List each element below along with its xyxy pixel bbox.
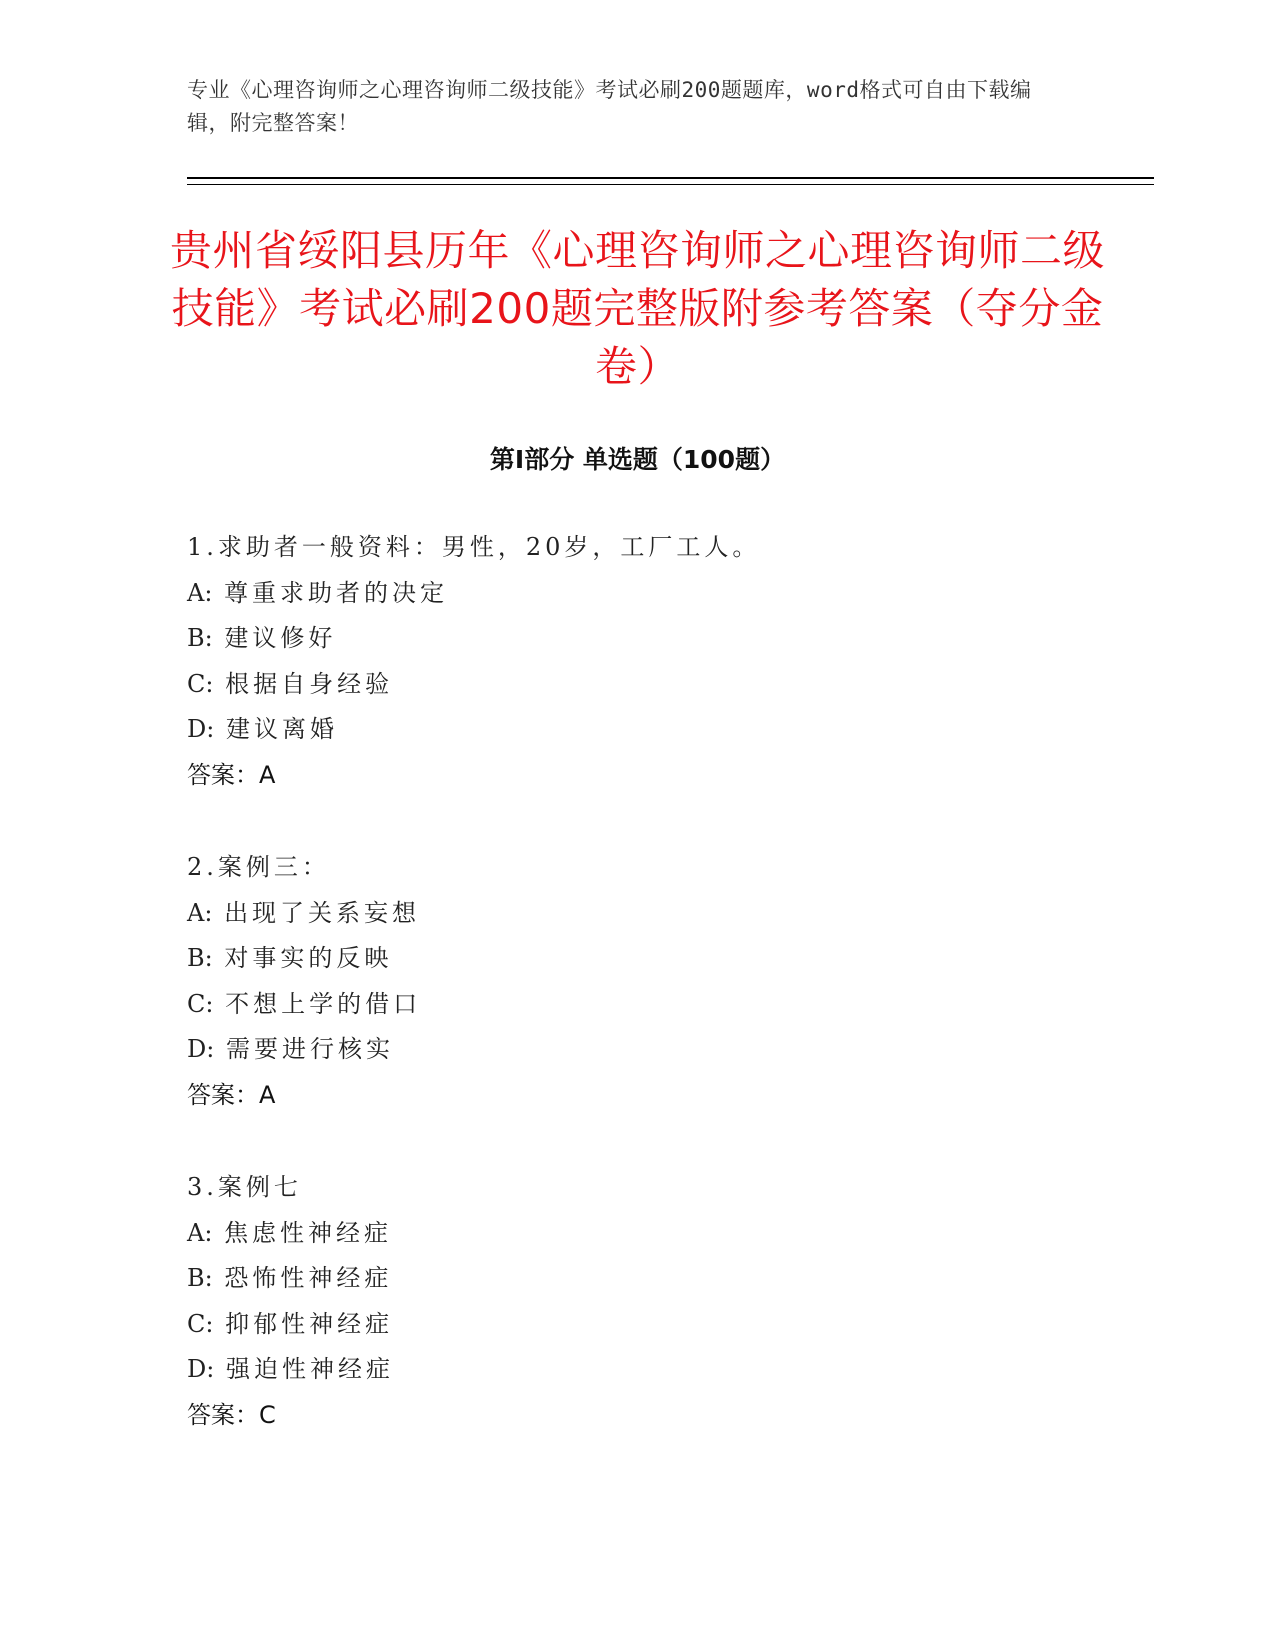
option-letter: B: bbox=[187, 1264, 213, 1292]
option-letter: C: bbox=[187, 989, 214, 1018]
option-text: 建议离婚 bbox=[225, 715, 338, 743]
option-letter: B: bbox=[187, 624, 213, 652]
header-note: 专业《心理咨询师之心理咨询师二级技能》考试必刷200题题库，word格式可自由下载编辑，附完整答案！ bbox=[187, 78, 1032, 135]
option-text: 根据自身经验 bbox=[225, 669, 394, 698]
option-c bbox=[187, 982, 1087, 1028]
option-text: 焦虑性神经症 bbox=[224, 1218, 393, 1247]
option-b bbox=[187, 1256, 1087, 1302]
question-stem: 3.案例七 bbox=[187, 1173, 302, 1201]
option-b bbox=[187, 616, 1087, 662]
question-stem: 1.求助者一般资料：男性，20岁，工厂工人。 bbox=[187, 533, 761, 561]
option-letter: C: bbox=[187, 1309, 214, 1338]
question-list bbox=[187, 525, 1087, 1485]
option-text: 尊重求助者的决定 bbox=[224, 578, 449, 607]
question-2 bbox=[187, 845, 1087, 1118]
answer: 答案：C bbox=[187, 1400, 276, 1429]
option-letter: D: bbox=[187, 1355, 215, 1383]
option-text: 恐怖性神经症 bbox=[224, 1264, 393, 1292]
question-1 bbox=[187, 525, 1087, 798]
option-letter: B: bbox=[187, 944, 213, 972]
document-title: 贵州省绥阳县历年《心理咨询师之心理咨询师二级技能》考试必刷200题完整版附参考答案（夺分金卷） bbox=[169, 226, 1105, 391]
option-c bbox=[187, 662, 1087, 708]
option-letter: A: bbox=[187, 1218, 213, 1247]
option-d bbox=[187, 1027, 1087, 1073]
option-a bbox=[187, 1211, 1087, 1257]
option-text: 抑郁性神经症 bbox=[225, 1309, 394, 1338]
option-letter: C: bbox=[187, 669, 214, 698]
option-a bbox=[187, 571, 1087, 617]
section-title: 第Ⅰ部分 单选题（100题） bbox=[489, 445, 786, 474]
option-text: 出现了关系妄想 bbox=[224, 898, 421, 927]
option-text: 对事实的反映 bbox=[224, 944, 393, 972]
option-a bbox=[187, 891, 1087, 937]
option-text: 建议修好 bbox=[224, 624, 337, 652]
option-text: 强迫性神经症 bbox=[225, 1355, 394, 1383]
option-text: 不想上学的借口 bbox=[225, 989, 422, 1018]
header-divider-thick bbox=[187, 177, 1154, 179]
answer: 答案：A bbox=[187, 760, 276, 789]
question-stem: 2.案例三： bbox=[187, 853, 330, 881]
header-divider-thin bbox=[187, 184, 1154, 185]
option-letter: A: bbox=[187, 898, 213, 927]
option-c bbox=[187, 1302, 1087, 1348]
option-b bbox=[187, 936, 1087, 982]
option-d bbox=[187, 707, 1087, 753]
option-letter: D: bbox=[187, 715, 215, 743]
option-letter: A: bbox=[187, 578, 213, 607]
option-letter: D: bbox=[187, 1035, 215, 1063]
option-d bbox=[187, 1347, 1087, 1393]
answer: 答案：A bbox=[187, 1080, 276, 1109]
option-text: 需要进行核实 bbox=[225, 1035, 394, 1063]
question-3 bbox=[187, 1165, 1087, 1438]
